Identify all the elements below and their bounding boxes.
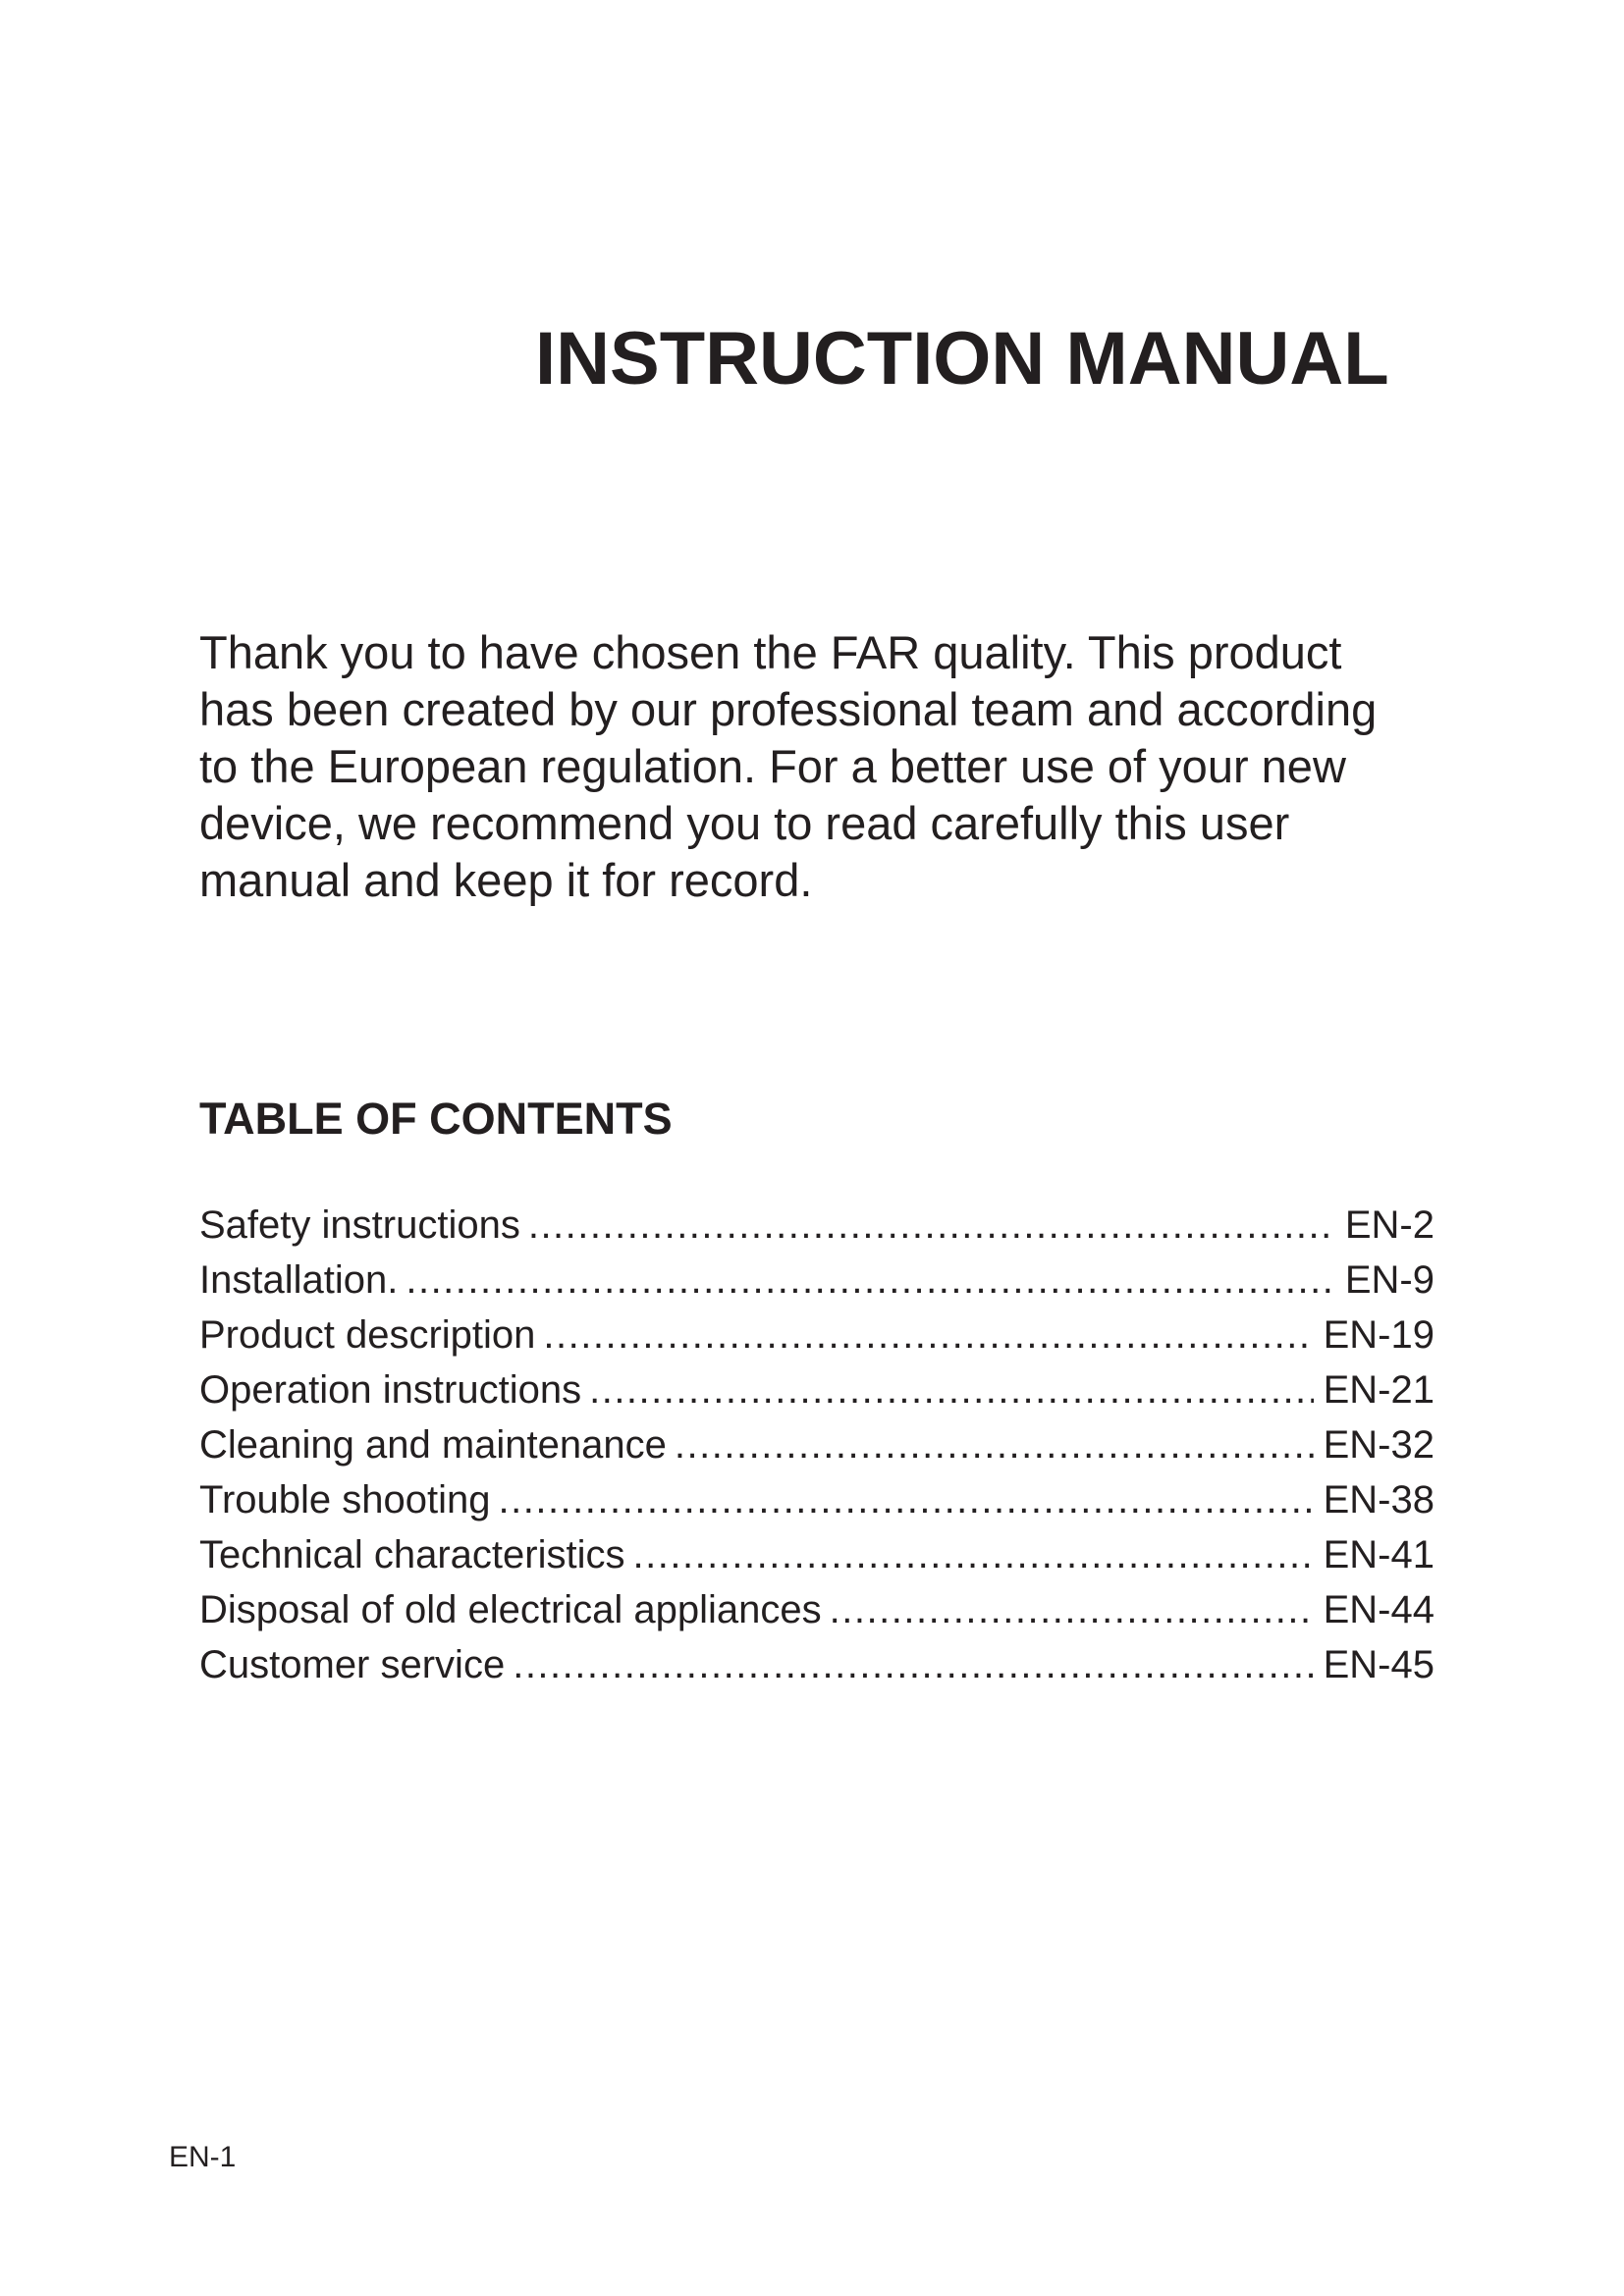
toc-entry-cleaning-and-maintenance <box>199 1417 1435 1472</box>
toc-leader-dots <box>406 1253 1335 1308</box>
intro-line: device, we recommend you to read carefully this user <box>199 797 1290 849</box>
toc-entry-label: Safety instructions <box>199 1203 520 1247</box>
intro-line: manual and keep it for record. <box>199 854 813 906</box>
toc-entry-safety-instructions <box>199 1198 1435 1253</box>
toc-entry-product-description <box>199 1308 1435 1362</box>
toc-entry-page: EN-9 <box>1344 1258 1435 1302</box>
toc-heading: TABLE OF CONTENTS <box>199 1094 673 1144</box>
toc-leader-dots <box>543 1308 1313 1362</box>
table-of-contents <box>199 1198 1435 1692</box>
toc-entry-installation <box>199 1253 1435 1308</box>
toc-entry-customer-service <box>199 1637 1435 1692</box>
toc-entry-label: Customer service <box>199 1643 506 1686</box>
toc-entry-disposal <box>199 1582 1435 1637</box>
intro-line: to the European regulation. For a better use of your new <box>199 740 1346 792</box>
toc-leader-dots <box>528 1198 1335 1253</box>
page-number: EN-1 <box>169 2141 237 2173</box>
toc-entry-label: Operation instructions <box>199 1368 582 1412</box>
document-title: INSTRUCTION MANUAL <box>535 317 1389 400</box>
toc-entry-page: EN-19 <box>1323 1313 1435 1357</box>
intro-line: has been created by our professional team and according <box>199 683 1378 735</box>
toc-entry-page: EN-38 <box>1323 1478 1435 1522</box>
toc-entry-trouble-shooting <box>199 1472 1435 1527</box>
toc-leader-dots <box>675 1417 1314 1472</box>
toc-entry-label: Technical characteristics <box>199 1533 625 1576</box>
toc-leader-dots <box>830 1582 1314 1637</box>
intro-paragraph <box>199 624 1476 909</box>
toc-entry-label: Installation. <box>199 1258 399 1302</box>
toc-entry-technical-characteristics <box>199 1527 1435 1582</box>
toc-leader-dots <box>633 1527 1314 1582</box>
toc-leader-dots <box>513 1637 1313 1692</box>
toc-entry-page: EN-41 <box>1323 1533 1435 1576</box>
toc-entry-label: Cleaning and maintenance <box>199 1423 667 1467</box>
toc-entry-label: Disposal of old electrical appliances <box>199 1588 822 1631</box>
toc-entry-page: EN-32 <box>1323 1423 1435 1467</box>
toc-entry-page: EN-45 <box>1323 1643 1435 1686</box>
toc-entry-page: EN-21 <box>1323 1368 1435 1412</box>
toc-entry-label: Product description <box>199 1313 536 1357</box>
intro-line: Thank you to have chosen the FAR quality. This product <box>199 626 1342 678</box>
toc-leader-dots <box>589 1362 1314 1417</box>
toc-leader-dots <box>498 1472 1313 1527</box>
toc-entry-operation-instructions <box>199 1362 1435 1417</box>
toc-entry-page: EN-2 <box>1344 1203 1435 1247</box>
toc-entry-page: EN-44 <box>1323 1588 1435 1631</box>
toc-entry-label: Trouble shooting <box>199 1478 491 1522</box>
